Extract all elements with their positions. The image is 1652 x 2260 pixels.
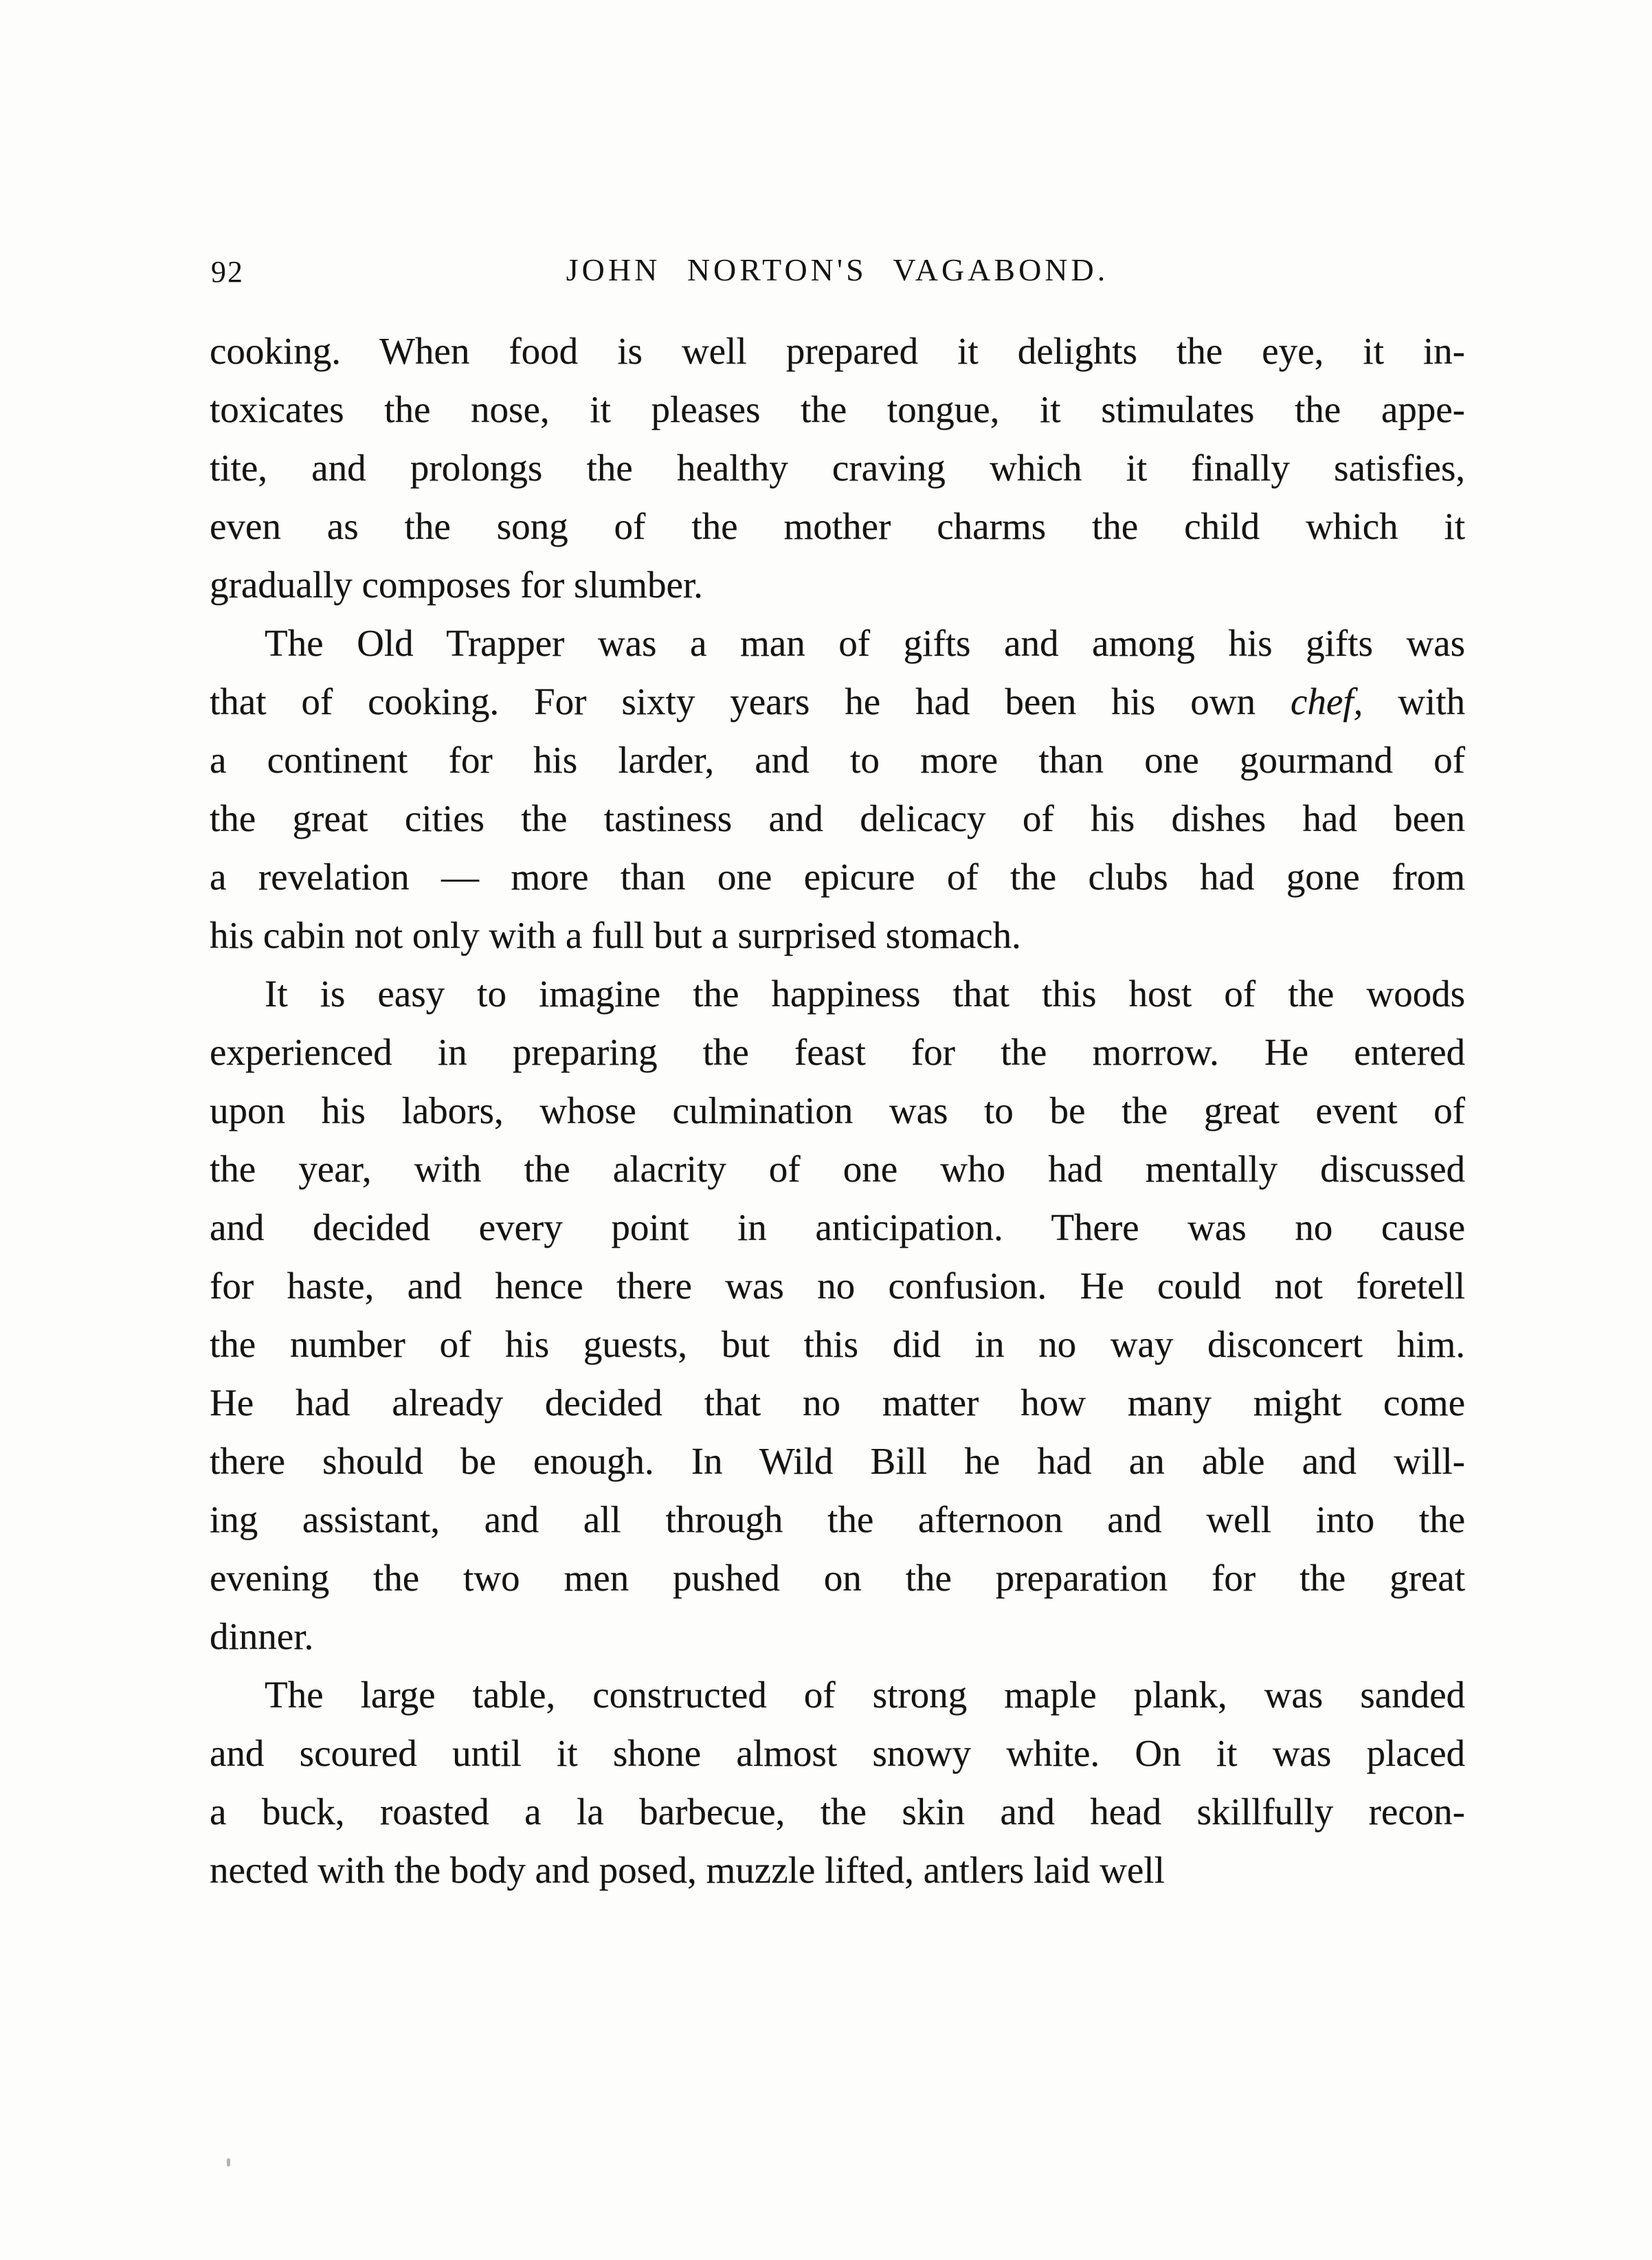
text-line: and scoured until it shone almost snowy white. On it was placed xyxy=(210,1732,1465,1774)
text-line: toxicates the nose, it pleases the tongue, it stimulates the appe- xyxy=(210,388,1465,430)
page-number: 92 xyxy=(211,255,244,289)
text-line: The large table, constructed of strong maple plank, was sanded xyxy=(265,1674,1465,1716)
text-line: the great cities the tastiness and delicacy of his dishes had been xyxy=(210,797,1465,839)
text-line: his cabin not only with a full but a surprised stomach. xyxy=(210,914,1021,956)
text-line: for haste, and hence there was no confusion. He could not foretell xyxy=(210,1265,1465,1307)
text-line: tite, and prolongs the healthy craving which it finally satisfies, xyxy=(210,447,1465,489)
text-line: there should be enough. In Wild Bill he had an able and will- xyxy=(210,1440,1465,1482)
text-line: nected with the body and posed, muzzle lifted, antlers laid well xyxy=(210,1849,1165,1891)
page-content xyxy=(210,249,1465,1899)
text-line: the number of his guests, but this did in no way disconcert him. xyxy=(210,1323,1465,1365)
running-title: JOHN NORTON'S VAGABOND. xyxy=(566,252,1109,287)
paragraph xyxy=(210,322,1465,614)
text-line: It is easy to imagine the happiness that this host of the woods xyxy=(265,973,1465,1015)
text-line: evening the two men pushed on the preparation for the great xyxy=(210,1557,1465,1599)
text-line: a buck, roasted a la barbecue, the skin and head skillfully recon- xyxy=(210,1791,1465,1832)
scan-artifact xyxy=(227,2158,230,2167)
paragraph xyxy=(210,964,1465,1665)
text-segment: that of cooking. For sixty years he had been his own xyxy=(210,680,1291,722)
text-line: and decided every point in anticipation. There was no cause xyxy=(210,1206,1465,1248)
text-segment: with xyxy=(1363,680,1465,722)
text-line: cooking. When food is well prepared it delights the eye, it in- xyxy=(210,330,1465,372)
italic-text: chef, xyxy=(1290,680,1363,722)
text-line: even as the song of the mother charms the child which it xyxy=(210,505,1465,547)
text-line xyxy=(210,672,1465,731)
text-line: the year, with the alacrity of one who had mentally discussed xyxy=(210,1148,1465,1190)
text-line: gradually composes for slumber. xyxy=(210,564,703,606)
text-line: experienced in preparing the feast for the morrow. He entered xyxy=(210,1031,1465,1073)
text-line: dinner. xyxy=(210,1615,314,1657)
text-line: a revelation — more than one epicure of the clubs had gone from xyxy=(210,856,1465,898)
text-line: ing assistant, and all through the afternoon and well into the xyxy=(210,1498,1465,1540)
paragraph xyxy=(210,1665,1465,1899)
text-line: upon his labors, whose culmination was to be the great event of xyxy=(210,1089,1465,1131)
text-line: The Old Trapper was a man of gifts and among his gifts was xyxy=(265,622,1465,664)
paragraph xyxy=(210,614,1465,964)
text-line: a continent for his larder, and to more than one gourmand of xyxy=(210,739,1465,781)
page-header xyxy=(210,249,1465,293)
text-line: He had already decided that no matter how many might come xyxy=(210,1382,1465,1423)
page-body xyxy=(210,322,1465,1899)
